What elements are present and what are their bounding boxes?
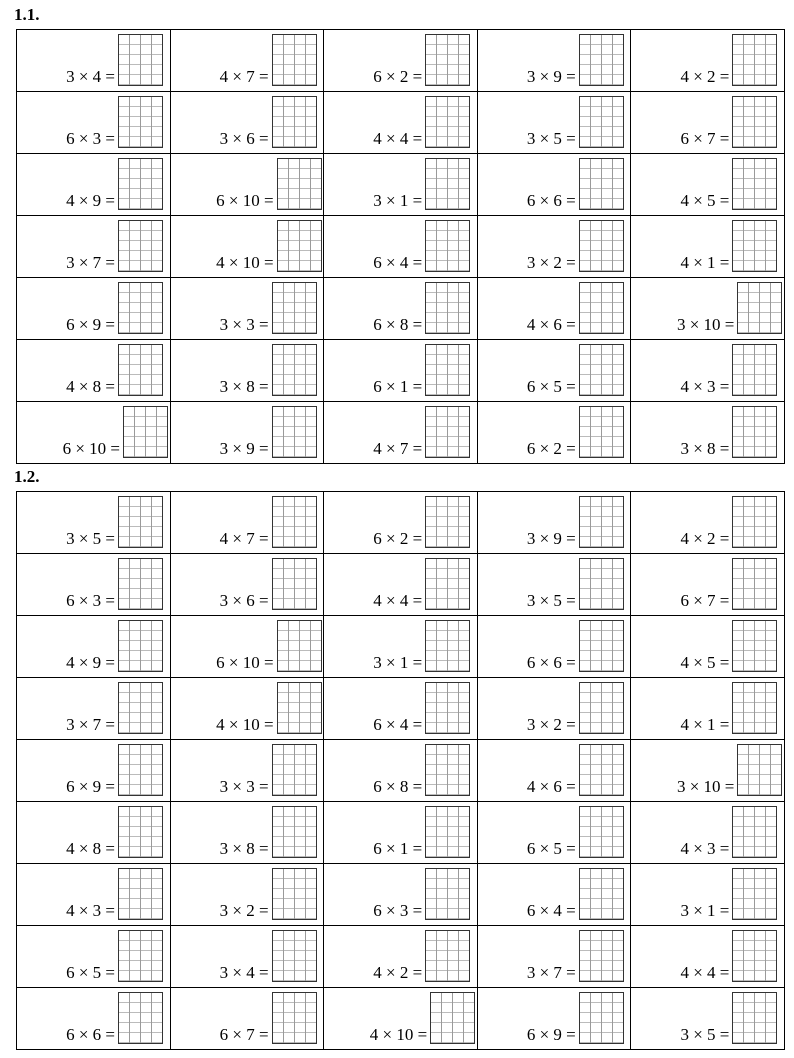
answer-box[interactable] [579,34,624,86]
exercise-cell [170,340,324,402]
answer-box[interactable] [732,930,777,982]
multiplication-expression: 4 × 10 = [369,1025,428,1044]
exercise-cell [324,678,478,740]
exercise-cell [170,154,324,216]
answer-box[interactable] [272,96,317,148]
exercise-cell [17,802,171,864]
exercise-cell [17,340,171,402]
exercise-cell [324,340,478,402]
multiplication-expression: 3 × 7 = [66,715,115,734]
multiplication-expression: 3 × 9 = [219,439,269,458]
exercise-cell [631,340,785,402]
exercise-cell [631,740,785,802]
answer-box[interactable] [425,744,470,796]
exercise-cell [17,278,171,340]
multiplication-expression: 6 × 10 = [62,439,120,458]
answer-box[interactable] [579,558,624,610]
table-row [17,278,785,340]
answer-box[interactable] [272,992,317,1044]
answer-box[interactable] [118,496,163,548]
section-title: 1.2. [14,467,40,486]
multiplication-expression: 6 × 9 = [66,777,115,796]
answer-box[interactable] [579,806,624,858]
answer-box[interactable] [579,406,624,458]
exercise-cell [170,492,324,554]
table-row [17,154,785,216]
answer-box[interactable] [579,220,624,272]
exercise-cell [324,92,478,154]
exercise-cell [631,926,785,988]
multiplication-expression: 3 × 8 = [219,839,269,858]
multiplication-expression: 3 × 3 = [219,777,269,796]
multiplication-expression: 4 × 9 = [66,191,115,210]
exercise-cell [477,402,631,464]
exercise-cell [170,216,324,278]
exercise-cell [170,988,324,1050]
multiplication-expression: 3 × 9 = [526,529,576,548]
answer-box[interactable] [579,868,624,920]
multiplication-expression: 4 × 4 = [373,591,423,610]
exercise-cell [170,616,324,678]
answer-box[interactable] [732,96,777,148]
exercise-cell [477,926,631,988]
answer-box[interactable] [579,682,624,734]
answer-box[interactable] [732,992,777,1044]
answer-box[interactable] [579,930,624,982]
exercise-cell [324,554,478,616]
table-row [17,678,785,740]
exercise-cell [477,30,631,92]
multiplication-expression: 6 × 4 = [373,715,423,734]
multiplication-expression: 6 × 5 = [66,963,115,982]
exercise-cell [631,492,785,554]
answer-box[interactable] [732,220,777,272]
exercise-cell [17,216,171,278]
multiplication-expression: 3 × 1 = [373,191,423,210]
multiplication-expression: 6 × 4 = [526,901,576,920]
multiplication-expression: 6 × 8 = [373,315,423,334]
answer-box[interactable] [579,282,624,334]
multiplication-expression: 3 × 8 = [219,377,269,396]
multiplication-expression: 6 × 7 = [680,129,730,148]
table-row [17,554,785,616]
answer-box[interactable] [118,620,163,672]
answer-box[interactable] [118,930,163,982]
multiplication-expression: 4 × 8 = [66,377,115,396]
exercise-cell [170,30,324,92]
multiplication-expression: 6 × 9 = [66,315,115,334]
table-row [17,926,785,988]
exercise-cell [17,154,171,216]
multiplication-expression: 4 × 3 = [680,839,730,858]
multiplication-expression: 3 × 7 = [66,253,115,272]
exercise-cell [324,988,478,1050]
multiplication-expression: 3 × 6 = [219,591,269,610]
exercise-cell [17,554,171,616]
answer-box[interactable] [272,406,317,458]
table-row [17,30,785,92]
multiplication-expression: 3 × 5 = [526,591,576,610]
answer-box[interactable] [732,406,777,458]
answer-box[interactable] [425,682,470,734]
exercise-cell [170,926,324,988]
exercise-cell [170,864,324,926]
answer-box[interactable] [737,744,782,796]
multiplication-expression: 6 × 2 = [526,439,576,458]
answer-box[interactable] [579,744,624,796]
multiplication-expression: 6 × 7 = [219,1025,269,1044]
answer-box[interactable] [579,344,624,396]
exercise-cell [170,278,324,340]
answer-box[interactable] [272,558,317,610]
multiplication-expression: 6 × 6 = [526,191,576,210]
multiplication-expression: 3 × 5 = [680,1025,730,1044]
multiplication-expression: 3 × 1 = [680,901,730,920]
exercise-cell [17,492,171,554]
answer-box[interactable] [579,496,624,548]
exercise-cell [170,402,324,464]
multiplication-expression: 4 × 5 = [680,653,730,672]
answer-box[interactable] [732,34,777,86]
table-row [17,802,785,864]
answer-box[interactable] [118,282,163,334]
answer-box[interactable] [425,868,470,920]
exercise-cell [631,92,785,154]
multiplication-expression: 4 × 6 = [526,315,576,334]
multiplication-expression: 4 × 4 = [680,963,730,982]
answer-box[interactable] [425,158,470,210]
answer-box[interactable] [425,620,470,672]
multiplication-expression: 3 × 1 = [373,653,423,672]
table-row [17,402,785,464]
answer-box[interactable] [118,868,163,920]
exercise-cell [17,740,171,802]
multiplication-expression: 3 × 10 = [676,315,735,334]
multiplication-expression: 6 × 8 = [373,777,423,796]
answer-box[interactable] [579,96,624,148]
answer-box[interactable] [579,992,624,1044]
exercise-cell [17,616,171,678]
answer-box[interactable] [118,806,163,858]
multiplication-expression: 3 × 5 = [526,129,576,148]
exercise-cell [17,30,171,92]
exercise-cell [17,402,171,464]
exercise-cell [170,678,324,740]
answer-box[interactable] [272,344,317,396]
multiplication-expression: 3 × 3 = [219,315,269,334]
multiplication-expression: 6 × 10 = [216,191,274,210]
exercise-cell [631,678,785,740]
answer-box[interactable] [118,558,163,610]
table-row [17,740,785,802]
exercise-cell [631,554,785,616]
multiplication-expression: 4 × 10 = [216,253,274,272]
multiplication-expression: 3 × 6 = [219,129,269,148]
exercise-table [16,491,785,1050]
exercise-cell [477,616,631,678]
answer-box[interactable] [732,496,777,548]
answer-box[interactable] [277,620,322,672]
exercise-cell [631,154,785,216]
multiplication-expression: 3 × 8 = [680,439,730,458]
multiplication-expression: 3 × 5 = [66,529,115,548]
multiplication-expression: 6 × 10 = [216,653,274,672]
table-row [17,988,785,1050]
exercise-cell [631,216,785,278]
answer-box[interactable] [732,682,777,734]
table-row [17,616,785,678]
multiplication-expression: 3 × 9 = [526,67,576,86]
exercise-cell [477,92,631,154]
exercise-cell [170,554,324,616]
answer-box[interactable] [732,868,777,920]
exercise-cell [477,988,631,1050]
exercise-cell [631,402,785,464]
exercise-cell [477,216,631,278]
exercise-cell [324,30,478,92]
answer-box[interactable] [425,96,470,148]
answer-box[interactable] [118,682,163,734]
multiplication-expression: 4 × 9 = [66,653,115,672]
answer-box[interactable] [430,992,475,1044]
multiplication-expression: 6 × 4 = [373,253,423,272]
answer-box[interactable] [732,558,777,610]
answer-box[interactable] [123,406,168,458]
multiplication-expression: 6 × 6 = [66,1025,115,1044]
exercise-cell [17,864,171,926]
multiplication-expression: 6 × 5 = [526,839,576,858]
exercise-cell [477,492,631,554]
multiplication-expression: 4 × 4 = [373,129,423,148]
multiplication-expression: 4 × 7 = [219,529,269,548]
answer-box[interactable] [732,620,777,672]
multiplication-expression: 6 × 3 = [66,129,115,148]
exercise-cell [324,278,478,340]
exercise-cell [477,740,631,802]
exercise-cell [631,988,785,1050]
answer-box[interactable] [425,806,470,858]
exercise-table [16,29,785,464]
multiplication-expression: 3 × 2 = [526,715,576,734]
answer-box[interactable] [425,496,470,548]
multiplication-expression: 6 × 9 = [526,1025,576,1044]
answer-box[interactable] [425,344,470,396]
multiplication-expression: 6 × 3 = [66,591,115,610]
section-title: 1.1. [14,5,40,24]
multiplication-expression: 4 × 7 = [219,67,269,86]
exercise-cell [17,988,171,1050]
answer-box[interactable] [425,406,470,458]
multiplication-expression: 4 × 8 = [66,839,115,858]
exercise-cell [324,802,478,864]
answer-box[interactable] [272,34,317,86]
answer-box[interactable] [425,930,470,982]
multiplication-expression: 6 × 6 = [526,653,576,672]
multiplication-expression: 6 × 5 = [526,377,576,396]
exercise-cell [324,864,478,926]
multiplication-expression: 4 × 3 = [680,377,730,396]
multiplication-expression: 3 × 2 = [526,253,576,272]
exercise-cell [477,678,631,740]
multiplication-expression: 3 × 7 = [526,963,576,982]
answer-box[interactable] [272,806,317,858]
answer-box[interactable] [272,868,317,920]
exercise-cell [477,554,631,616]
answer-box[interactable] [118,744,163,796]
exercise-cell [170,802,324,864]
exercise-cell [324,740,478,802]
table-row [17,864,785,926]
exercise-cell [170,740,324,802]
answer-box[interactable] [272,744,317,796]
answer-box[interactable] [732,158,777,210]
answer-box[interactable] [425,220,470,272]
answer-box[interactable] [425,558,470,610]
multiplication-expression: 4 × 3 = [66,901,115,920]
exercise-cell [477,154,631,216]
answer-box[interactable] [737,282,782,334]
answer-box[interactable] [579,158,624,210]
exercise-cell [324,154,478,216]
answer-box[interactable] [277,220,322,272]
answer-box[interactable] [118,96,163,148]
exercise-cell [17,678,171,740]
answer-box[interactable] [732,806,777,858]
multiplication-expression: 4 × 1 = [680,253,730,272]
exercise-cell [17,926,171,988]
exercise-cell [631,616,785,678]
exercise-cell [631,278,785,340]
exercise-cell [324,926,478,988]
multiplication-expression: 3 × 2 = [219,901,269,920]
answer-box[interactable] [277,158,322,210]
answer-box[interactable] [118,344,163,396]
table-row [17,340,785,402]
exercise-cell [324,402,478,464]
answer-box[interactable] [277,682,322,734]
exercise-cell [17,92,171,154]
answer-box[interactable] [272,282,317,334]
multiplication-expression: 3 × 4 = [219,963,269,982]
multiplication-expression: 6 × 7 = [680,591,730,610]
exercise-cell [477,864,631,926]
multiplication-expression: 3 × 4 = [66,67,115,86]
exercise-cell [324,616,478,678]
multiplication-expression: 6 × 3 = [373,901,423,920]
multiplication-expression: 6 × 1 = [373,839,423,858]
multiplication-expression: 4 × 2 = [373,963,423,982]
multiplication-expression: 4 × 1 = [680,715,730,734]
answer-box[interactable] [118,992,163,1044]
table-row [17,216,785,278]
answer-box[interactable] [118,220,163,272]
table-row [17,92,785,154]
exercise-cell [631,30,785,92]
multiplication-expression: 4 × 2 = [680,67,730,86]
answer-box[interactable] [579,620,624,672]
multiplication-expression: 6 × 1 = [373,377,423,396]
exercise-cell [477,802,631,864]
multiplication-expression: 4 × 5 = [680,191,730,210]
answer-box[interactable] [118,34,163,86]
exercise-cell [477,340,631,402]
answer-box[interactable] [425,34,470,86]
answer-box[interactable] [272,496,317,548]
exercise-cell [477,278,631,340]
multiplication-expression: 4 × 10 = [216,715,274,734]
multiplication-expression: 6 × 2 = [373,67,423,86]
answer-box[interactable] [118,158,163,210]
exercise-cell [631,802,785,864]
multiplication-expression: 6 × 2 = [373,529,423,548]
answer-box[interactable] [425,282,470,334]
exercise-cell [170,92,324,154]
answer-box[interactable] [272,930,317,982]
multiplication-expression: 4 × 2 = [680,529,730,548]
multiplication-expression: 4 × 6 = [526,777,576,796]
multiplication-expression: 4 × 7 = [373,439,423,458]
exercise-cell [631,864,785,926]
exercise-cell [324,216,478,278]
table-row [17,492,785,554]
exercise-cell [324,492,478,554]
answer-box[interactable] [732,344,777,396]
multiplication-expression: 3 × 10 = [676,777,735,796]
